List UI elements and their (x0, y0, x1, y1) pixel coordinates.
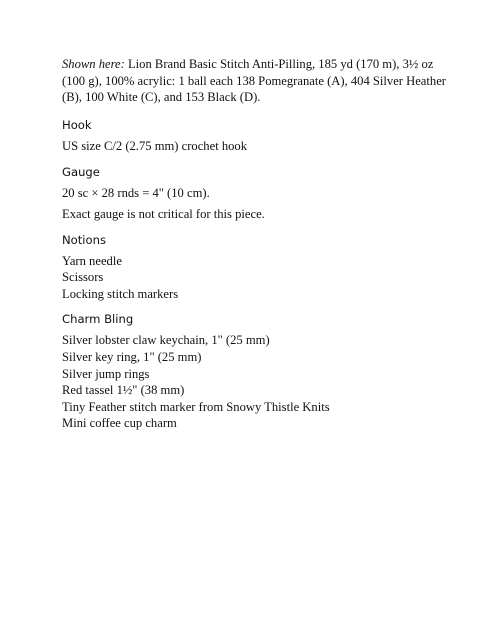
materials-intro (62, 56, 447, 106)
list-item: Silver jump rings (62, 366, 150, 381)
gauge-note: Exact gauge is not critical for this piece. (62, 206, 265, 221)
gauge-heading: Gauge (62, 165, 100, 180)
gauge-text: 20 sc × 28 rnds = 4" (10 cm). (62, 186, 210, 201)
gauge-section (62, 165, 447, 222)
list-item: Red tassel 1½" (38 mm) (62, 383, 185, 398)
list-item: Scissors (62, 270, 104, 285)
list-item: Locking stitch markers (62, 286, 179, 301)
list-item: Silver lobster claw keychain, 1" (25 mm) (62, 333, 270, 348)
notions-heading: Notions (62, 232, 107, 247)
notions-section (62, 233, 447, 303)
charm-bling-section (62, 312, 447, 432)
charm-bling-list (62, 332, 447, 432)
list-item: Tiny Feather stitch marker from Snowy Thistle Knits (62, 399, 330, 414)
list-item: Silver key ring, 1" (25 mm) (62, 349, 202, 364)
hook-text: US size C/2 (2.75 mm) crochet hook (62, 138, 248, 153)
list-item: Yarn needle (62, 253, 122, 268)
pattern-materials-page (62, 56, 447, 442)
hook-heading: Hook (62, 117, 92, 132)
notions-list (62, 253, 447, 303)
list-item: Mini coffee cup charm (62, 416, 177, 431)
intro-text: Lion Brand Basic Stitch Anti-Pilling, 185 yd (170 m), 3½ oz (100 g), 100% acrylic: 1 ball each 138 Pomegranate (A), 404 Silver Heather (B), 100 White (C), and 153 Black (D). (62, 57, 446, 105)
intro-lead: Shown here: (62, 57, 125, 71)
hook-section (62, 118, 447, 155)
charm-bling-heading: Charm Bling (62, 312, 134, 327)
